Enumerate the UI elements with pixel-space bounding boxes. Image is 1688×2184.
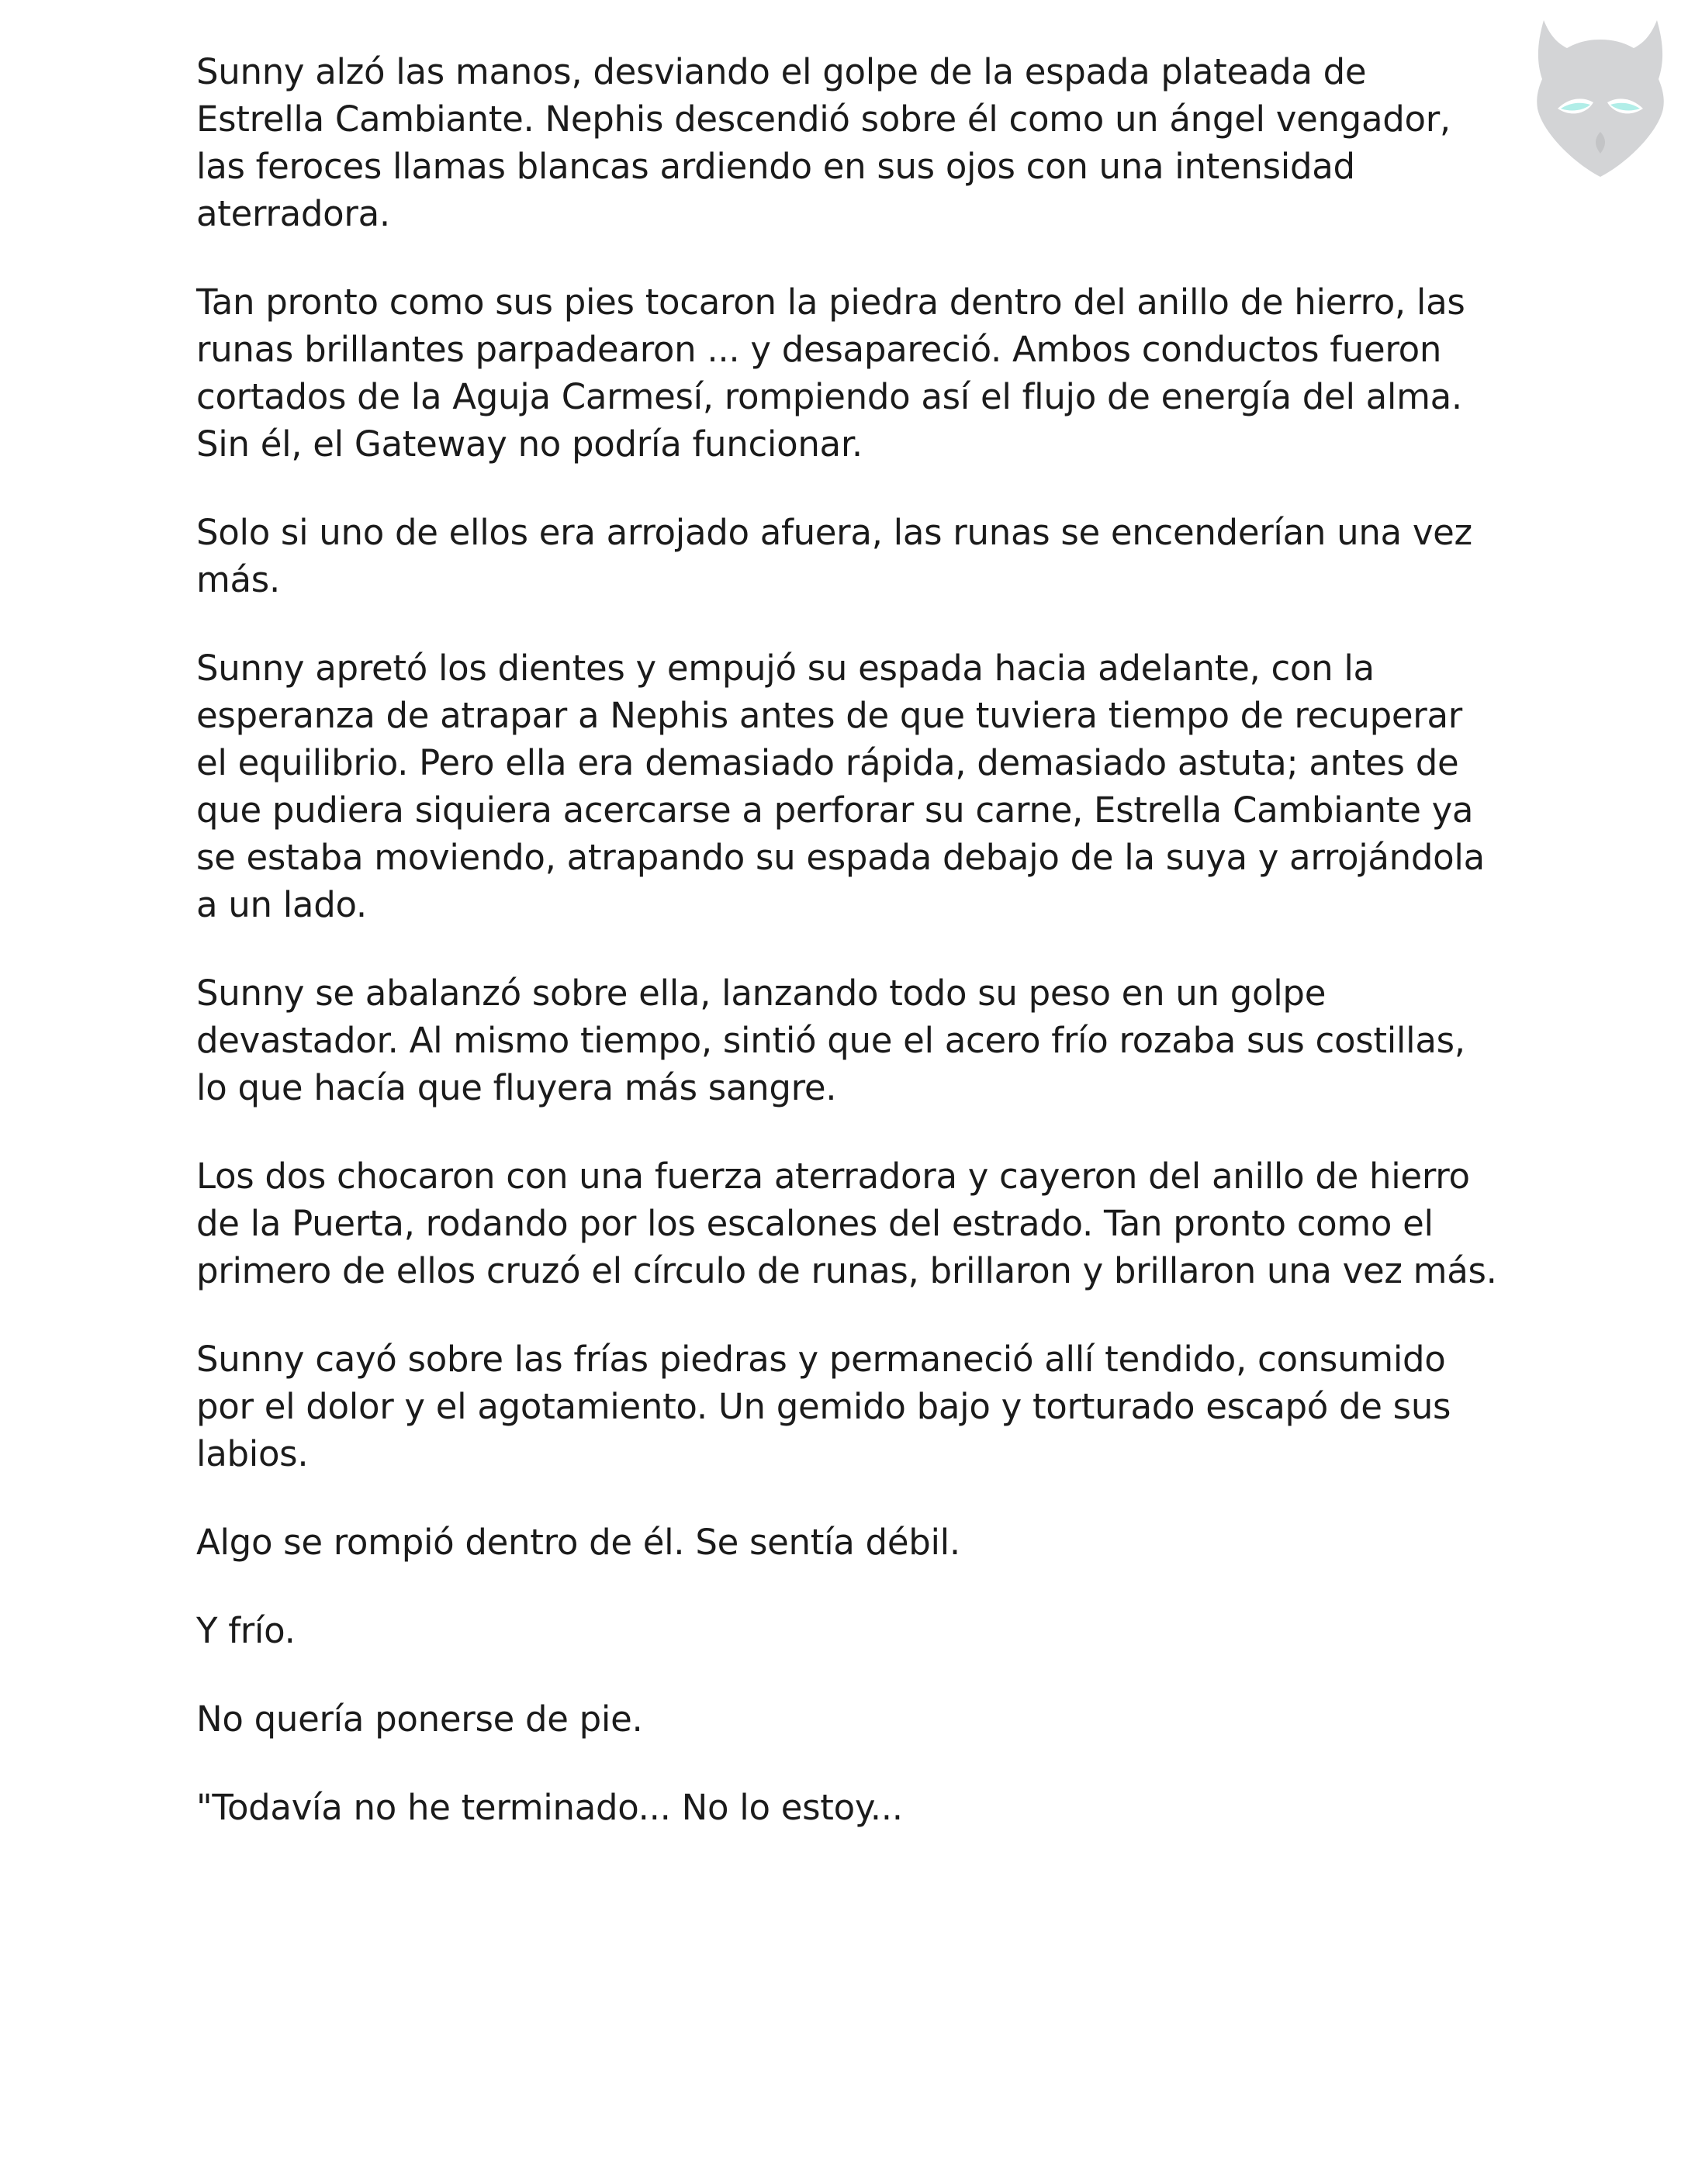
paragraph: Sunny cayó sobre las frías piedras y permaneció allí tendido, consumido por el dolor y el agotamiento. Un gemido bajo y torturado escapó de sus labios.	[196, 1339, 1451, 1474]
paragraph: "Todavía no he terminado... No lo estoy...	[196, 1787, 903, 1828]
paragraph: Sunny se abalanzó sobre ella, lanzando todo su peso en un golpe devastador. Al mismo tiempo, sintió que el acero frío rozaba sus costillas, lo que hacía que fluyera más sangre.	[196, 973, 1465, 1108]
paragraph: Y frío.	[196, 1610, 296, 1651]
paragraph: Sunny apretó los dientes y empujó su espada hacia adelante, con la esperanza de atrapar a Nephis antes de que tuviera tiempo de recuperar el equilibrio. Pero ella era demasiado rápida, demasiado astuta; antes de que pudiera siquiera acercarse a perforar su carne, Estrella Cambiante ya se estaba moviendo, atrapando su espada debajo de la suya y arrojándola a un lado.	[196, 648, 1485, 925]
demon-head-icon	[1527, 16, 1674, 182]
paragraph: Sunny alzó las manos, desviando el golpe de la espada plateada de Estrella Cambiante. Nephis descendió sobre él como un ángel vengador, las feroces llamas blancas ardiendo en sus ojos con una intensidad aterradora.	[196, 51, 1451, 234]
paragraph: Tan pronto como sus pies tocaron la piedra dentro del anillo de hierro, las runas brillantes parpadearon ... y desapareció. Ambos conductos fueron cortados de la Aguja Carmesí, rompiendo así el flujo de energía del alma. Sin él, el Gateway no podría funcionar.	[196, 282, 1465, 465]
document-body	[196, 48, 1499, 1872]
paragraph: Algo se rompió dentro de él. Se sentía débil.	[196, 1522, 960, 1563]
paragraph: Solo si uno de ellos era arrojado afuera, las runas se encenderían una vez más.	[196, 512, 1472, 600]
paragraph: No quería ponerse de pie.	[196, 1698, 643, 1740]
paragraph: Los dos chocaron con una fuerza aterradora y cayeron del anillo de hierro de la Puerta, rodando por los escalones del estrado. Tan pronto como el primero de ellos cruzó el círculo de runas, brillaron y brillaron una vez más.	[196, 1156, 1497, 1291]
